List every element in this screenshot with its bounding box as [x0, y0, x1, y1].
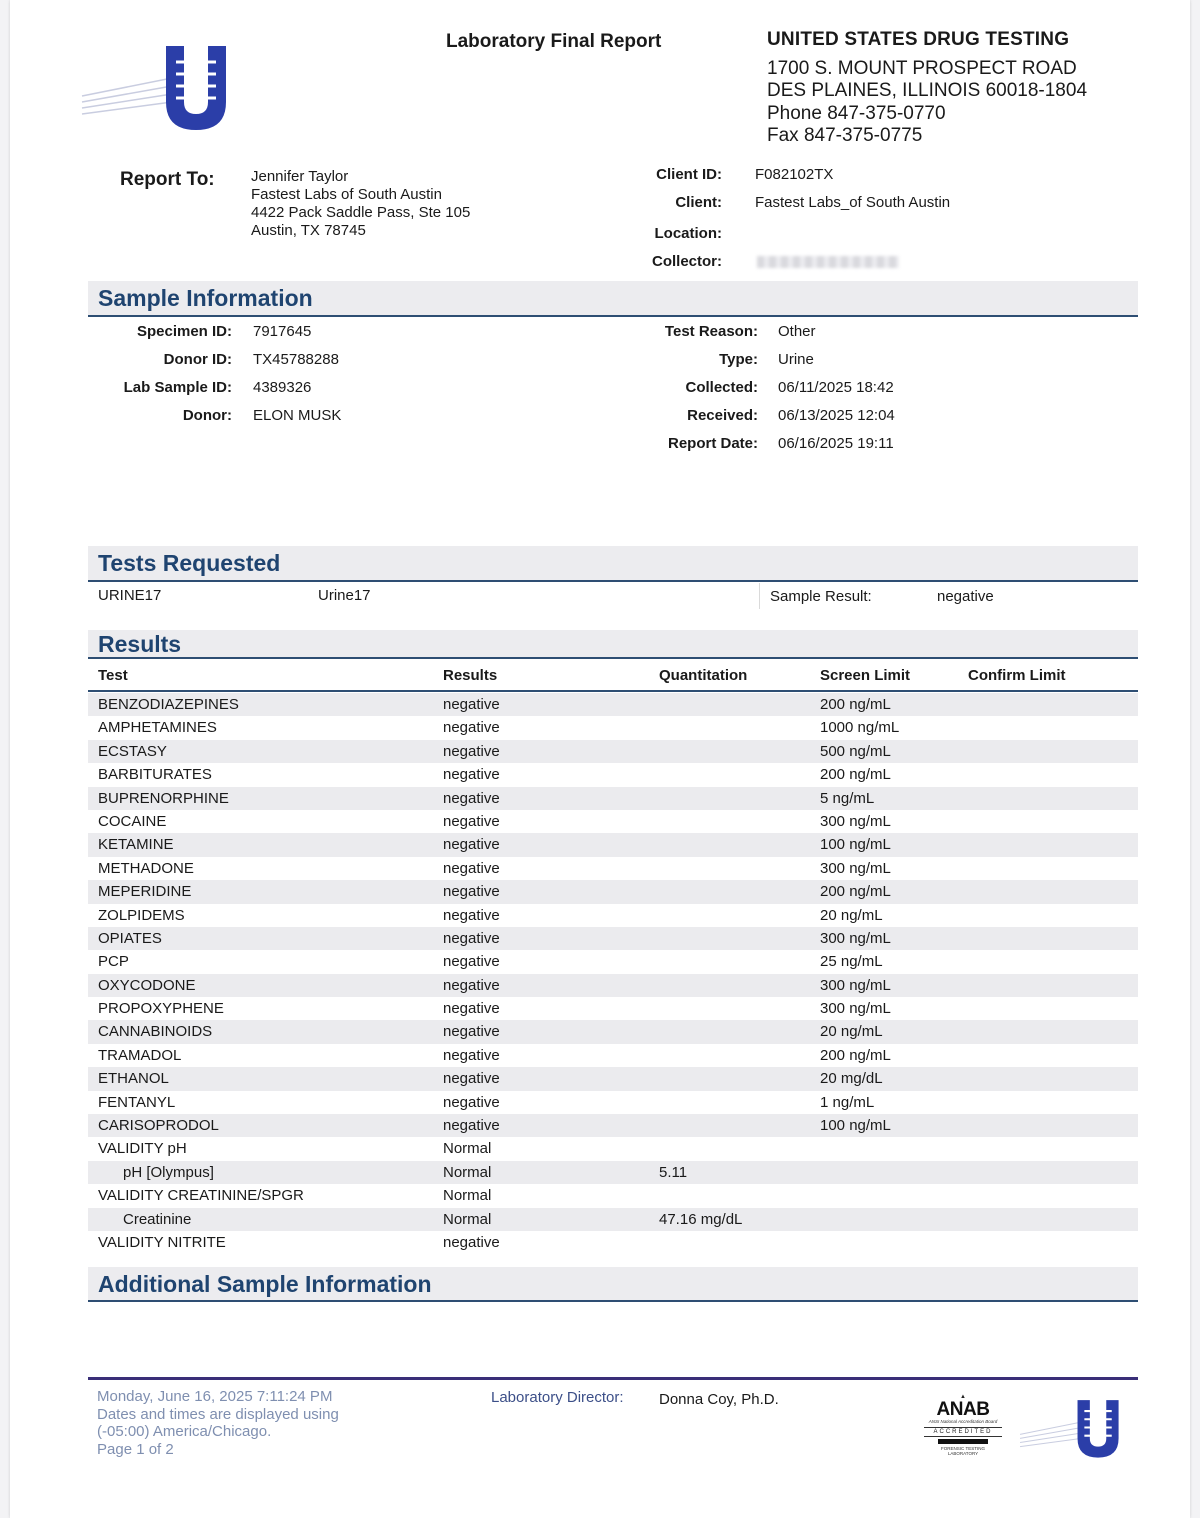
cell-test: AMPHETAMINES	[98, 719, 217, 737]
table-row	[88, 997, 1138, 1020]
column-header-test: Test	[98, 667, 128, 684]
table-row	[88, 1067, 1138, 1090]
table-row	[88, 763, 1138, 786]
cell-test: FENTANYL	[98, 1093, 176, 1111]
usdt-logo	[80, 40, 230, 135]
cell-screen-limit: 200 ng/mL	[820, 766, 891, 784]
cell-result: negative	[443, 1070, 500, 1088]
client-label: Client:	[675, 194, 722, 211]
cell-screen-limit: 25 ng/mL	[820, 953, 883, 971]
table-row	[88, 810, 1138, 833]
footer-timezone: (-05:00) America/Chicago.	[97, 1423, 272, 1440]
table-row	[88, 693, 1138, 716]
cell-test: KETAMINE	[98, 836, 174, 854]
report-page	[10, 0, 1190, 1518]
lab-director-label: Laboratory Director:	[491, 1389, 624, 1406]
cell-result: Normal	[443, 1210, 492, 1228]
divider	[759, 583, 760, 609]
table-row	[88, 904, 1138, 927]
cell-test: VALIDITY CREATININE/SPGR	[98, 1187, 304, 1205]
collector-label: Collector:	[651, 253, 722, 270]
table-row	[88, 950, 1138, 973]
anab-bar	[938, 1439, 988, 1444]
anab-accredited: ACCREDITED	[924, 1427, 1002, 1437]
test-reason-value: Other	[778, 323, 816, 340]
cell-quantitation: 47.16 mg/dL	[659, 1210, 743, 1228]
table-row	[88, 740, 1138, 763]
footer-timestamp: Monday, June 16, 2025 7:11:24 PM	[97, 1388, 333, 1405]
cell-test: BUPRENORPHINE	[98, 789, 229, 807]
cell-screen-limit: 5 ng/mL	[820, 789, 875, 807]
client-id-label: Client ID:	[656, 166, 722, 183]
cell-test: VALIDITY NITRITE	[98, 1233, 226, 1251]
report-to-line: Fastest Labs of South Austin	[251, 186, 442, 203]
cell-test: BARBITURATES	[98, 766, 212, 784]
table-row	[88, 1137, 1138, 1160]
column-header-screen-limit: Screen Limit	[820, 667, 911, 684]
cell-screen-limit: 200 ng/mL	[820, 883, 891, 901]
cell-test: PCP	[98, 953, 129, 971]
table-row	[88, 1161, 1138, 1184]
sample-result-value: negative	[937, 588, 994, 605]
test-reason-label: Test Reason:	[664, 323, 758, 340]
table-row	[88, 787, 1138, 810]
received-label: Received:	[687, 407, 758, 424]
type-label: Type:	[719, 351, 758, 368]
cell-test: Creatinine	[123, 1210, 192, 1228]
cell-test: MEPERIDINE	[98, 883, 192, 901]
client-value: Fastest Labs_of South Austin	[755, 194, 951, 211]
table-row	[88, 1091, 1138, 1114]
company-phone: Phone 847-375-0770	[767, 103, 946, 124]
column-header-results: Results	[443, 667, 498, 684]
received-value: 06/13/2025 12:04	[778, 407, 895, 424]
table-row	[88, 974, 1138, 997]
cell-screen-limit: 200 ng/mL	[820, 1046, 891, 1064]
cell-test: OXYCODONE	[98, 976, 196, 994]
cell-test: TRAMADOL	[98, 1046, 182, 1064]
lab-sample-id-label: Lab Sample ID:	[123, 379, 232, 396]
report-to-line: 4422 Pack Saddle Pass, Ste 105	[251, 204, 471, 221]
cell-screen-limit: 300 ng/mL	[820, 929, 891, 947]
cell-screen-limit: 300 ng/mL	[820, 859, 891, 877]
location-label: Location:	[654, 225, 722, 242]
usdt-logo-footer	[1015, 1396, 1125, 1461]
cell-test: ETHANOL	[98, 1070, 169, 1088]
lab-sample-id-value: 4389326	[253, 379, 312, 396]
cell-test: OPIATES	[98, 929, 162, 947]
table-row	[88, 716, 1138, 739]
client-id-value: F082102TX	[755, 166, 834, 183]
report-date-label: Report Date:	[667, 435, 758, 452]
cell-screen-limit: 1000 ng/mL	[820, 719, 900, 737]
cell-screen-limit: 20 ng/mL	[820, 1023, 883, 1041]
table-row	[88, 1231, 1138, 1254]
cell-result: negative	[443, 1093, 500, 1111]
anab-badge	[918, 1394, 1008, 1456]
collected-value: 06/11/2025 18:42	[778, 379, 894, 396]
section-heading: Sample Information	[98, 285, 313, 311]
cell-result: negative	[443, 953, 500, 971]
report-to-line: Jennifer Taylor	[251, 168, 349, 185]
cell-test: CANNABINOIDS	[98, 1023, 213, 1041]
cell-test: CARISOPRODOL	[98, 1117, 219, 1135]
cell-result: negative	[443, 883, 500, 901]
cell-result: negative	[443, 719, 500, 737]
anab-subtitle: ANSI National Accreditation Board	[928, 1419, 998, 1424]
table-row	[88, 1184, 1138, 1207]
cell-test: METHADONE	[98, 859, 194, 877]
cell-screen-limit: 300 ng/mL	[820, 976, 891, 994]
table-row	[88, 833, 1138, 856]
cell-quantitation: 5.11	[659, 1163, 688, 1181]
anab-logo-text: ANAB	[936, 1399, 990, 1420]
company-fax: Fax 847-375-0775	[767, 125, 923, 146]
cell-result: negative	[443, 1046, 500, 1064]
cell-result: negative	[443, 812, 500, 830]
cell-test: ECSTASY	[98, 742, 167, 760]
cell-screen-limit: 1 ng/mL	[820, 1093, 875, 1111]
table-row	[88, 1114, 1138, 1137]
table-row	[88, 1020, 1138, 1043]
cell-screen-limit: 300 ng/mL	[820, 1000, 891, 1018]
cell-screen-limit: 300 ng/mL	[820, 812, 891, 830]
cell-test: PROPOXYPHENE	[98, 1000, 224, 1018]
donor-value: ELON MUSK	[253, 407, 342, 424]
cell-result: negative	[443, 929, 500, 947]
company-address-line: 1700 S. MOUNT PROSPECT ROAD	[767, 58, 1077, 79]
cell-test: COCAINE	[98, 812, 167, 830]
cell-screen-limit: 100 ng/mL	[820, 1117, 891, 1135]
results-header	[88, 630, 1138, 659]
donor-id-label: Donor ID:	[163, 351, 232, 368]
page-number: Page 1 of 2	[97, 1440, 174, 1458]
cell-test: pH [Olympus]	[123, 1163, 214, 1181]
footer-timestamp-block	[97, 1388, 339, 1458]
cell-result: negative	[443, 976, 500, 994]
cell-screen-limit: 20 mg/dL	[820, 1070, 883, 1088]
cell-result: negative	[443, 1117, 500, 1135]
cell-result: Normal	[443, 1140, 492, 1158]
anab-footer-text: FORENSIC TESTING LABORATORY	[941, 1446, 985, 1456]
sample-result-label: Sample Result:	[770, 588, 872, 605]
section-heading: Results	[98, 631, 182, 657]
report-to-label: Report To:	[120, 169, 215, 190]
company-address-line: DES PLAINES, ILLINOIS 60018-1804	[767, 80, 1088, 101]
cell-result: negative	[443, 859, 500, 877]
cell-result: negative	[443, 789, 500, 807]
cell-result: Normal	[443, 1187, 492, 1205]
cell-screen-limit: 100 ng/mL	[820, 836, 891, 854]
results-column-headers	[88, 662, 1138, 692]
type-value: Urine	[778, 351, 814, 368]
cell-screen-limit: 500 ng/mL	[820, 742, 891, 760]
table-row	[88, 927, 1138, 950]
footer-note: Dates and times are displayed using	[97, 1405, 339, 1423]
column-header-quantitation: Quantitation	[659, 667, 748, 684]
cell-result: negative	[443, 906, 500, 924]
table-row	[88, 880, 1138, 903]
section-heading: Tests Requested	[98, 550, 281, 576]
report-title: Laboratory Final Report	[446, 31, 662, 52]
tests-requested-header	[88, 546, 1138, 582]
additional-info-header	[88, 1267, 1138, 1302]
cell-result: negative	[443, 742, 500, 760]
cell-test: ZOLPIDEMS	[98, 906, 185, 924]
cell-result: negative	[443, 1000, 500, 1018]
cell-result: negative	[443, 836, 500, 854]
table-row	[88, 1208, 1138, 1231]
test-code: URINE17	[98, 587, 162, 604]
collected-label: Collected:	[685, 379, 758, 396]
column-header-confirm-limit: Confirm Limit	[968, 667, 1066, 684]
specimen-id-value: 7917645	[253, 323, 312, 340]
specimen-id-label: Specimen ID:	[136, 323, 232, 340]
table-row	[88, 857, 1138, 880]
collector-redacted	[757, 256, 899, 268]
cell-result: negative	[443, 1023, 500, 1041]
report-to-address	[251, 168, 470, 240]
cell-test: BENZODIAZEPINES	[98, 696, 239, 713]
cell-result: Normal	[443, 1163, 492, 1181]
section-heading: Additional Sample Information	[98, 1271, 432, 1297]
cell-result: negative	[443, 696, 500, 713]
company-name: UNITED STATES DRUG TESTING	[767, 29, 1070, 50]
cell-screen-limit: 200 ng/mL	[820, 696, 891, 713]
report-date-value: 06/16/2025 19:11	[778, 435, 894, 452]
table-row	[88, 1044, 1138, 1067]
cell-screen-limit: 20 ng/mL	[820, 906, 883, 924]
cell-result: negative	[443, 1233, 500, 1251]
lab-director-name: Donna Coy, Ph.D.	[659, 1391, 779, 1408]
flame-icon: ▲	[960, 1394, 966, 1400]
test-name: Urine17	[318, 587, 371, 604]
cell-result: negative	[443, 766, 500, 784]
cell-test: VALIDITY pH	[98, 1140, 187, 1158]
report-to-line: Austin, TX 78745	[251, 222, 366, 239]
donor-label: Donor:	[182, 407, 232, 424]
sample-information-header	[88, 281, 1138, 317]
donor-id-value: TX45788288	[253, 351, 339, 368]
footer-rule	[88, 1377, 1138, 1380]
results-table	[88, 693, 1138, 1254]
